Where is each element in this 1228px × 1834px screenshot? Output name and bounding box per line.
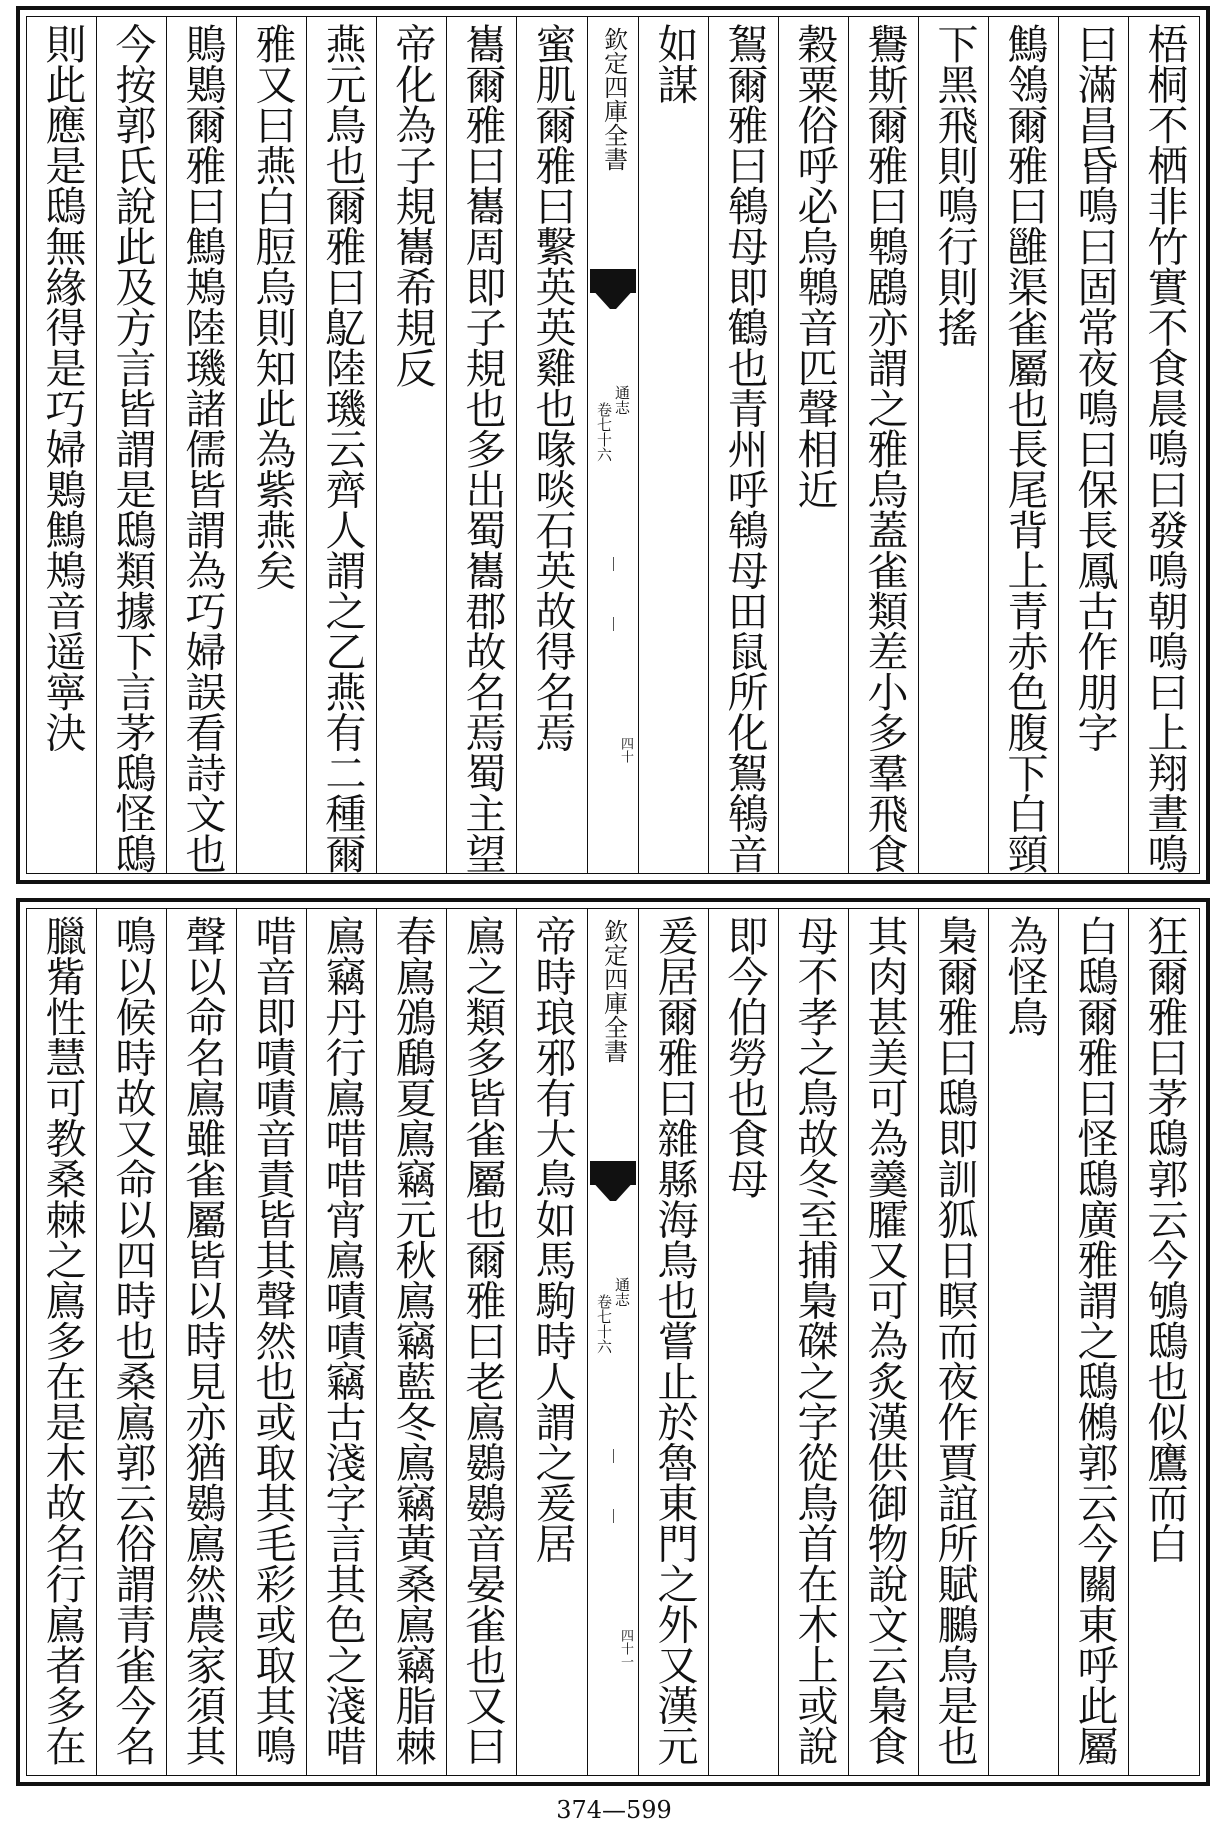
text-column: [167, 909, 237, 1775]
column-text: 鳸之類多皆雀屬也爾雅曰老鳸鷃鷃音晏雀也又曰: [458, 915, 507, 1766]
centre-fold-column: [587, 909, 639, 1775]
column-text: 穀粟俗呼必烏鵯音匹聲相近: [790, 23, 839, 509]
text-column: [447, 17, 517, 873]
text-column: [709, 17, 779, 873]
column-text: 鷦鴒爾雅曰雝渠雀屬也長尾背上青赤色腹下白頸: [1000, 23, 1049, 874]
column-text: 臘觜性慧可教桑棘之鳸多在是木故名行鳸者多在: [38, 915, 87, 1766]
column-text: 母不孝之鳥故冬至捕梟磔之字從鳥首在木上或說: [790, 915, 839, 1766]
column-text: 曰滿昌昏鳴曰固常夜鳴曰保長鳳古作朋字: [1070, 23, 1119, 752]
column-text: 春鳸鳻鶞夏鳸竊元秋鳸竊藍冬鳸竊黃桑鳸竊脂棘: [388, 915, 437, 1766]
text-column: [989, 17, 1059, 873]
text-column: [1129, 909, 1199, 1775]
text-column: [447, 909, 517, 1775]
fishtail-ornament: [590, 269, 636, 361]
text-column: [709, 909, 779, 1775]
lower-half-page: [16, 898, 1210, 1786]
column-text: 鳴以候時故又命以四時也桑鳸郭云俗謂青雀今名: [108, 915, 157, 1766]
fold-tick-mark: [613, 1449, 614, 1463]
text-column: [849, 17, 919, 873]
column-text: 梧桐不栖非竹實不食晨鳴曰發鳴朝鳴曰上翔晝鳴: [1140, 23, 1189, 874]
text-column: [919, 17, 989, 873]
fold-leaf-number: 四十: [618, 737, 633, 763]
column-text: 則此應是鴟無緣得是巧婦鶪鷦鴂音遥寧決: [38, 23, 87, 752]
column-text: 鴽爾雅曰鴾母即鶴也青州呼鴾母田鼠所化鴽鴾音: [720, 23, 769, 874]
column-text: 其肉甚美可為羹臛又可為炙漢供御物說文云梟食: [860, 915, 909, 1766]
text-column: [517, 17, 587, 873]
column-text: 鸒斯爾雅曰鵯鶋亦謂之雅烏蓋雀類差小多羣飛食: [860, 23, 909, 874]
text-column: [307, 909, 377, 1775]
column-text: 下黑飛則鳴行則搖: [930, 23, 979, 347]
fold-title: 欽定四庫全書: [599, 27, 628, 171]
text-column: [97, 909, 167, 1775]
column-text: 狂爾雅曰茅鴟郭云今鴝鴟也似鷹而白: [1140, 915, 1189, 1563]
text-column: [1059, 909, 1129, 1775]
text-column: [307, 17, 377, 873]
text-column: [377, 17, 447, 873]
text-column: [849, 909, 919, 1775]
text-column: [779, 909, 849, 1775]
column-text: 雅又曰燕白脰烏則知此為紫燕矣: [248, 23, 297, 590]
text-column: [989, 909, 1059, 1775]
text-column: [517, 909, 587, 1775]
fold-tick-mark: [613, 617, 614, 631]
text-column: [377, 909, 447, 1775]
fold-book-title: 通志: [613, 385, 631, 415]
column-text: 白鴟爾雅曰怪鴟廣雅謂之鴟鵂郭云今關東呼此屬: [1070, 915, 1119, 1766]
page-number: 374—599: [556, 1796, 672, 1824]
column-text: 帝時琅邪有大鳥如馬駒時人謂之爰居: [528, 915, 577, 1563]
text-column: [639, 909, 709, 1775]
column-text: 唶音即嘖嘖音責皆其聲然也或取其毛彩或取其鳴: [248, 915, 297, 1766]
text-column: [27, 17, 97, 873]
fold-tick-mark: [613, 557, 614, 571]
fishtail-ornament: [590, 1161, 636, 1253]
fold-volume: 卷七十六: [595, 1294, 613, 1354]
text-column: [27, 909, 97, 1775]
fold-book-title: 通志: [613, 1277, 631, 1307]
column-text: 為怪鳥: [1000, 915, 1049, 1037]
column-text: 帝化為子規巂希規反: [388, 23, 437, 388]
column-text: 燕元鳥也爾雅曰鳦陸璣云齊人謂之乙燕有二種爾: [318, 23, 367, 874]
fold-leaf-number: 四十一: [618, 1629, 633, 1668]
column-text: 聲以命名鳸雖雀屬皆以時見亦猶鷃鳸然農家須其: [178, 915, 227, 1766]
text-column: [237, 17, 307, 873]
column-text: 巂爾雅曰巂周即子規也多出蜀巂郡故名焉蜀主望: [458, 23, 507, 874]
fold-volume: 卷七十六: [595, 402, 613, 462]
centre-fold-column: [587, 17, 639, 873]
column-text: 爰居爾雅曰雜縣海鳥也嘗止於魯東門之外又漢元: [650, 915, 699, 1766]
text-column: [167, 17, 237, 873]
column-text: 鵙鶪爾雅曰鷦鴂陸璣諸儒皆謂為巧婦誤看詩文也: [178, 23, 227, 874]
text-column: [1059, 17, 1129, 873]
text-column: [779, 17, 849, 873]
upper-text-frame: [26, 16, 1200, 874]
fold-tick-mark: [613, 1509, 614, 1523]
column-text: 即今伯勞也食母: [720, 915, 769, 1199]
text-column: [97, 17, 167, 873]
column-text: 鳸竊丹行鳸唶唶宵鳸嘖嘖竊古淺字言其色之淺唶: [318, 915, 367, 1766]
upper-half-page: [16, 6, 1210, 884]
column-text: 今按郭氏說此及方言皆謂是鴟類據下言茅鴟怪鴟: [108, 23, 157, 874]
text-column: [919, 909, 989, 1775]
column-text: 如謀: [650, 23, 699, 104]
column-text: 梟爾雅曰鴟即訓狐日瞑而夜作賈誼所賦鵩鳥是也: [930, 915, 979, 1766]
text-column: [639, 17, 709, 873]
lower-text-frame: [26, 908, 1200, 1776]
fold-title: 欽定四庫全書: [599, 919, 628, 1063]
text-column: [1129, 17, 1199, 873]
column-text: 蜜肌爾雅曰繫英英雞也喙啖石英故得名焉: [528, 23, 577, 752]
text-column: [237, 909, 307, 1775]
